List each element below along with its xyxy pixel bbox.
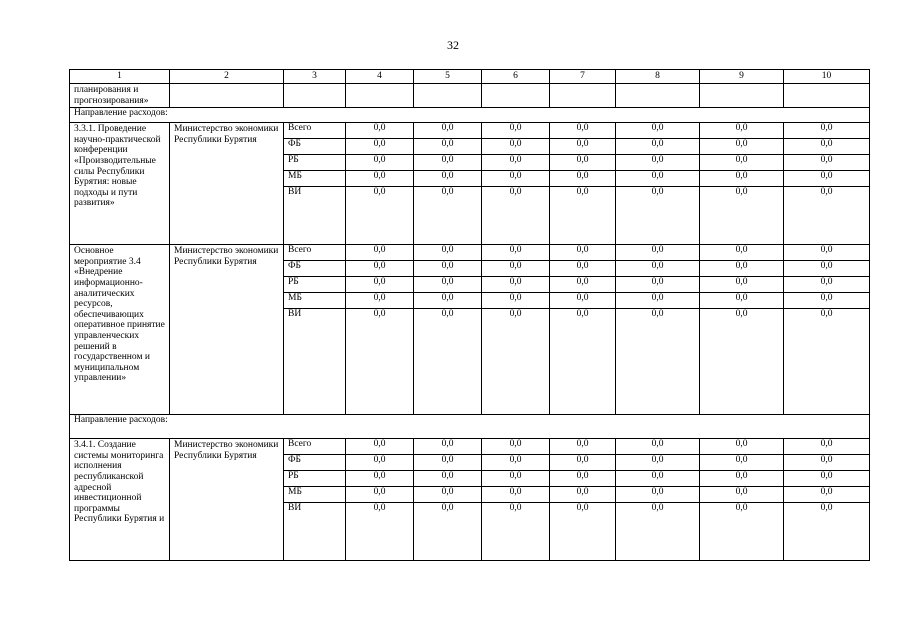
value-cell: 0,0 [700, 123, 784, 139]
value-cell: 0,0 [700, 155, 784, 171]
funding-source: Всего [284, 245, 346, 261]
value-cell: 0,0 [482, 471, 550, 487]
value-cell: 0,0 [414, 503, 482, 561]
value-cell: 0,0 [550, 277, 616, 293]
value-cell: 0,0 [784, 123, 870, 139]
funding-source: МБ [284, 487, 346, 503]
value-cell: 0,0 [784, 261, 870, 277]
funding-source: РБ [284, 155, 346, 171]
value-cell: 0,0 [482, 187, 550, 245]
value-cell: 0,0 [414, 155, 482, 171]
header-cell: 9 [700, 70, 784, 84]
value-cell: 0,0 [700, 245, 784, 261]
value-cell: 0,0 [346, 245, 414, 261]
value-cell: 0,0 [550, 155, 616, 171]
value-cell: 0,0 [616, 245, 700, 261]
funding-source: Всего [284, 439, 346, 455]
value-cell: 0,0 [482, 309, 550, 415]
value-cell: 0,0 [482, 123, 550, 139]
value-cell: 0,0 [346, 155, 414, 171]
value-cell: 0,0 [414, 171, 482, 187]
value-cell: 0,0 [784, 293, 870, 309]
value-cell: 0,0 [616, 439, 700, 455]
header-cell: 4 [346, 70, 414, 84]
value-cell: 0,0 [616, 293, 700, 309]
value-cell: 0,0 [700, 293, 784, 309]
value-cell: 0,0 [616, 503, 700, 561]
value-cell: 0,0 [550, 487, 616, 503]
continuation-text: планирования и прогнозирования» [70, 84, 170, 108]
funding-source: ФБ [284, 455, 346, 471]
value-cell: 0,0 [700, 487, 784, 503]
value-cell: 0,0 [482, 139, 550, 155]
value-cell: 0,0 [616, 123, 700, 139]
header-cell: 3 [284, 70, 346, 84]
header-cell: 10 [784, 70, 870, 84]
empty-cell [346, 84, 414, 108]
value-cell: 0,0 [482, 439, 550, 455]
value-cell: 0,0 [550, 471, 616, 487]
value-cell: 0,0 [482, 455, 550, 471]
header-cell: 8 [616, 70, 700, 84]
value-cell: 0,0 [700, 439, 784, 455]
responsible-org: Министерство экономики Республики Бурятия [170, 245, 284, 415]
value-cell: 0,0 [414, 261, 482, 277]
value-cell: 0,0 [700, 471, 784, 487]
funding-source: Всего [284, 123, 346, 139]
value-cell: 0,0 [482, 487, 550, 503]
value-cell: 0,0 [346, 487, 414, 503]
empty-cell [616, 84, 700, 108]
value-cell: 0,0 [482, 261, 550, 277]
empty-cell [170, 84, 284, 108]
value-cell: 0,0 [784, 439, 870, 455]
value-cell: 0,0 [414, 309, 482, 415]
value-cell: 0,0 [346, 187, 414, 245]
value-cell: 0,0 [784, 187, 870, 245]
value-cell: 0,0 [414, 277, 482, 293]
value-cell: 0,0 [700, 503, 784, 561]
section-row [70, 108, 870, 123]
empty-cell [784, 84, 870, 108]
section-label: Направление расходов: [70, 108, 870, 123]
budget-table [69, 69, 870, 561]
header-cell: 5 [414, 70, 482, 84]
value-cell: 0,0 [616, 487, 700, 503]
value-cell: 0,0 [414, 455, 482, 471]
funding-source: РБ [284, 471, 346, 487]
funding-source: МБ [284, 171, 346, 187]
value-cell: 0,0 [784, 455, 870, 471]
value-cell: 0,0 [346, 503, 414, 561]
value-cell: 0,0 [414, 293, 482, 309]
value-cell: 0,0 [414, 439, 482, 455]
header-cell: 7 [550, 70, 616, 84]
value-cell: 0,0 [482, 155, 550, 171]
value-cell: 0,0 [616, 455, 700, 471]
funding-source: ФБ [284, 261, 346, 277]
value-cell: 0,0 [784, 139, 870, 155]
table-row [70, 245, 870, 261]
measure-name: 3.3.1. Проведение научно-практической конференции «Производительные силы Республики Бурятия: новые подходы и пути развития» [70, 123, 170, 245]
value-cell: 0,0 [550, 455, 616, 471]
page-number: 32 [447, 38, 459, 52]
value-cell: 0,0 [414, 487, 482, 503]
value-cell: 0,0 [616, 187, 700, 245]
value-cell: 0,0 [550, 187, 616, 245]
value-cell: 0,0 [616, 309, 700, 415]
value-cell: 0,0 [784, 245, 870, 261]
value-cell: 0,0 [550, 245, 616, 261]
value-cell: 0,0 [482, 277, 550, 293]
header-cell: 1 [70, 70, 170, 84]
funding-source: ВИ [284, 503, 346, 561]
value-cell: 0,0 [550, 293, 616, 309]
section-row [70, 415, 870, 439]
value-cell: 0,0 [414, 187, 482, 245]
value-cell: 0,0 [700, 277, 784, 293]
value-cell: 0,0 [346, 171, 414, 187]
table-row [70, 439, 870, 455]
value-cell: 0,0 [550, 261, 616, 277]
value-cell: 0,0 [616, 139, 700, 155]
value-cell: 0,0 [414, 123, 482, 139]
value-cell: 0,0 [700, 261, 784, 277]
value-cell: 0,0 [700, 139, 784, 155]
value-cell: 0,0 [550, 503, 616, 561]
value-cell: 0,0 [784, 171, 870, 187]
value-cell: 0,0 [346, 455, 414, 471]
value-cell: 0,0 [700, 187, 784, 245]
responsible-org: Министерство экономики Республики Бурятия [170, 123, 284, 245]
value-cell: 0,0 [550, 123, 616, 139]
value-cell: 0,0 [414, 139, 482, 155]
empty-cell [700, 84, 784, 108]
value-cell: 0,0 [784, 471, 870, 487]
value-cell: 0,0 [482, 171, 550, 187]
measure-name: Основное мероприятие 3.4 «Внедрение информационно-аналитических ресурсов, обеспечивающих оперативное принятие управленческих решений в государственном и муниципальном управлении» [70, 245, 170, 415]
value-cell: 0,0 [346, 471, 414, 487]
empty-cell [414, 84, 482, 108]
value-cell: 0,0 [346, 261, 414, 277]
funding-source: МБ [284, 293, 346, 309]
value-cell: 0,0 [550, 439, 616, 455]
value-cell: 0,0 [700, 171, 784, 187]
funding-source: ВИ [284, 187, 346, 245]
header-cell: 2 [170, 70, 284, 84]
measure-name: 3.4.1. Создание системы мониторинга исполнения республиканской адресной инвестиционной программы Республики Бурятия и [70, 439, 170, 561]
responsible-org: Министерство экономики Республики Бурятия [170, 439, 284, 561]
value-cell: 0,0 [550, 171, 616, 187]
header-row [70, 70, 870, 84]
section-label: Направление расходов: [70, 415, 870, 439]
value-cell: 0,0 [346, 277, 414, 293]
table-row [70, 123, 870, 139]
value-cell: 0,0 [616, 155, 700, 171]
value-cell: 0,0 [784, 487, 870, 503]
value-cell: 0,0 [346, 439, 414, 455]
value-cell: 0,0 [482, 503, 550, 561]
funding-source: РБ [284, 277, 346, 293]
value-cell: 0,0 [616, 171, 700, 187]
value-cell: 0,0 [700, 455, 784, 471]
value-cell: 0,0 [616, 261, 700, 277]
value-cell: 0,0 [616, 277, 700, 293]
value-cell: 0,0 [784, 503, 870, 561]
value-cell: 0,0 [346, 309, 414, 415]
value-cell: 0,0 [784, 309, 870, 415]
empty-cell [482, 84, 550, 108]
value-cell: 0,0 [550, 309, 616, 415]
value-cell: 0,0 [550, 139, 616, 155]
value-cell: 0,0 [414, 471, 482, 487]
value-cell: 0,0 [346, 139, 414, 155]
value-cell: 0,0 [784, 155, 870, 171]
value-cell: 0,0 [482, 293, 550, 309]
value-cell: 0,0 [616, 471, 700, 487]
funding-source: ФБ [284, 139, 346, 155]
empty-cell [550, 84, 616, 108]
header-cell: 6 [482, 70, 550, 84]
value-cell: 0,0 [700, 309, 784, 415]
value-cell: 0,0 [482, 245, 550, 261]
value-cell: 0,0 [346, 123, 414, 139]
value-cell: 0,0 [784, 277, 870, 293]
funding-source: ВИ [284, 309, 346, 415]
empty-cell [284, 84, 346, 108]
value-cell: 0,0 [346, 293, 414, 309]
value-cell: 0,0 [414, 245, 482, 261]
continuation-row [70, 84, 870, 108]
